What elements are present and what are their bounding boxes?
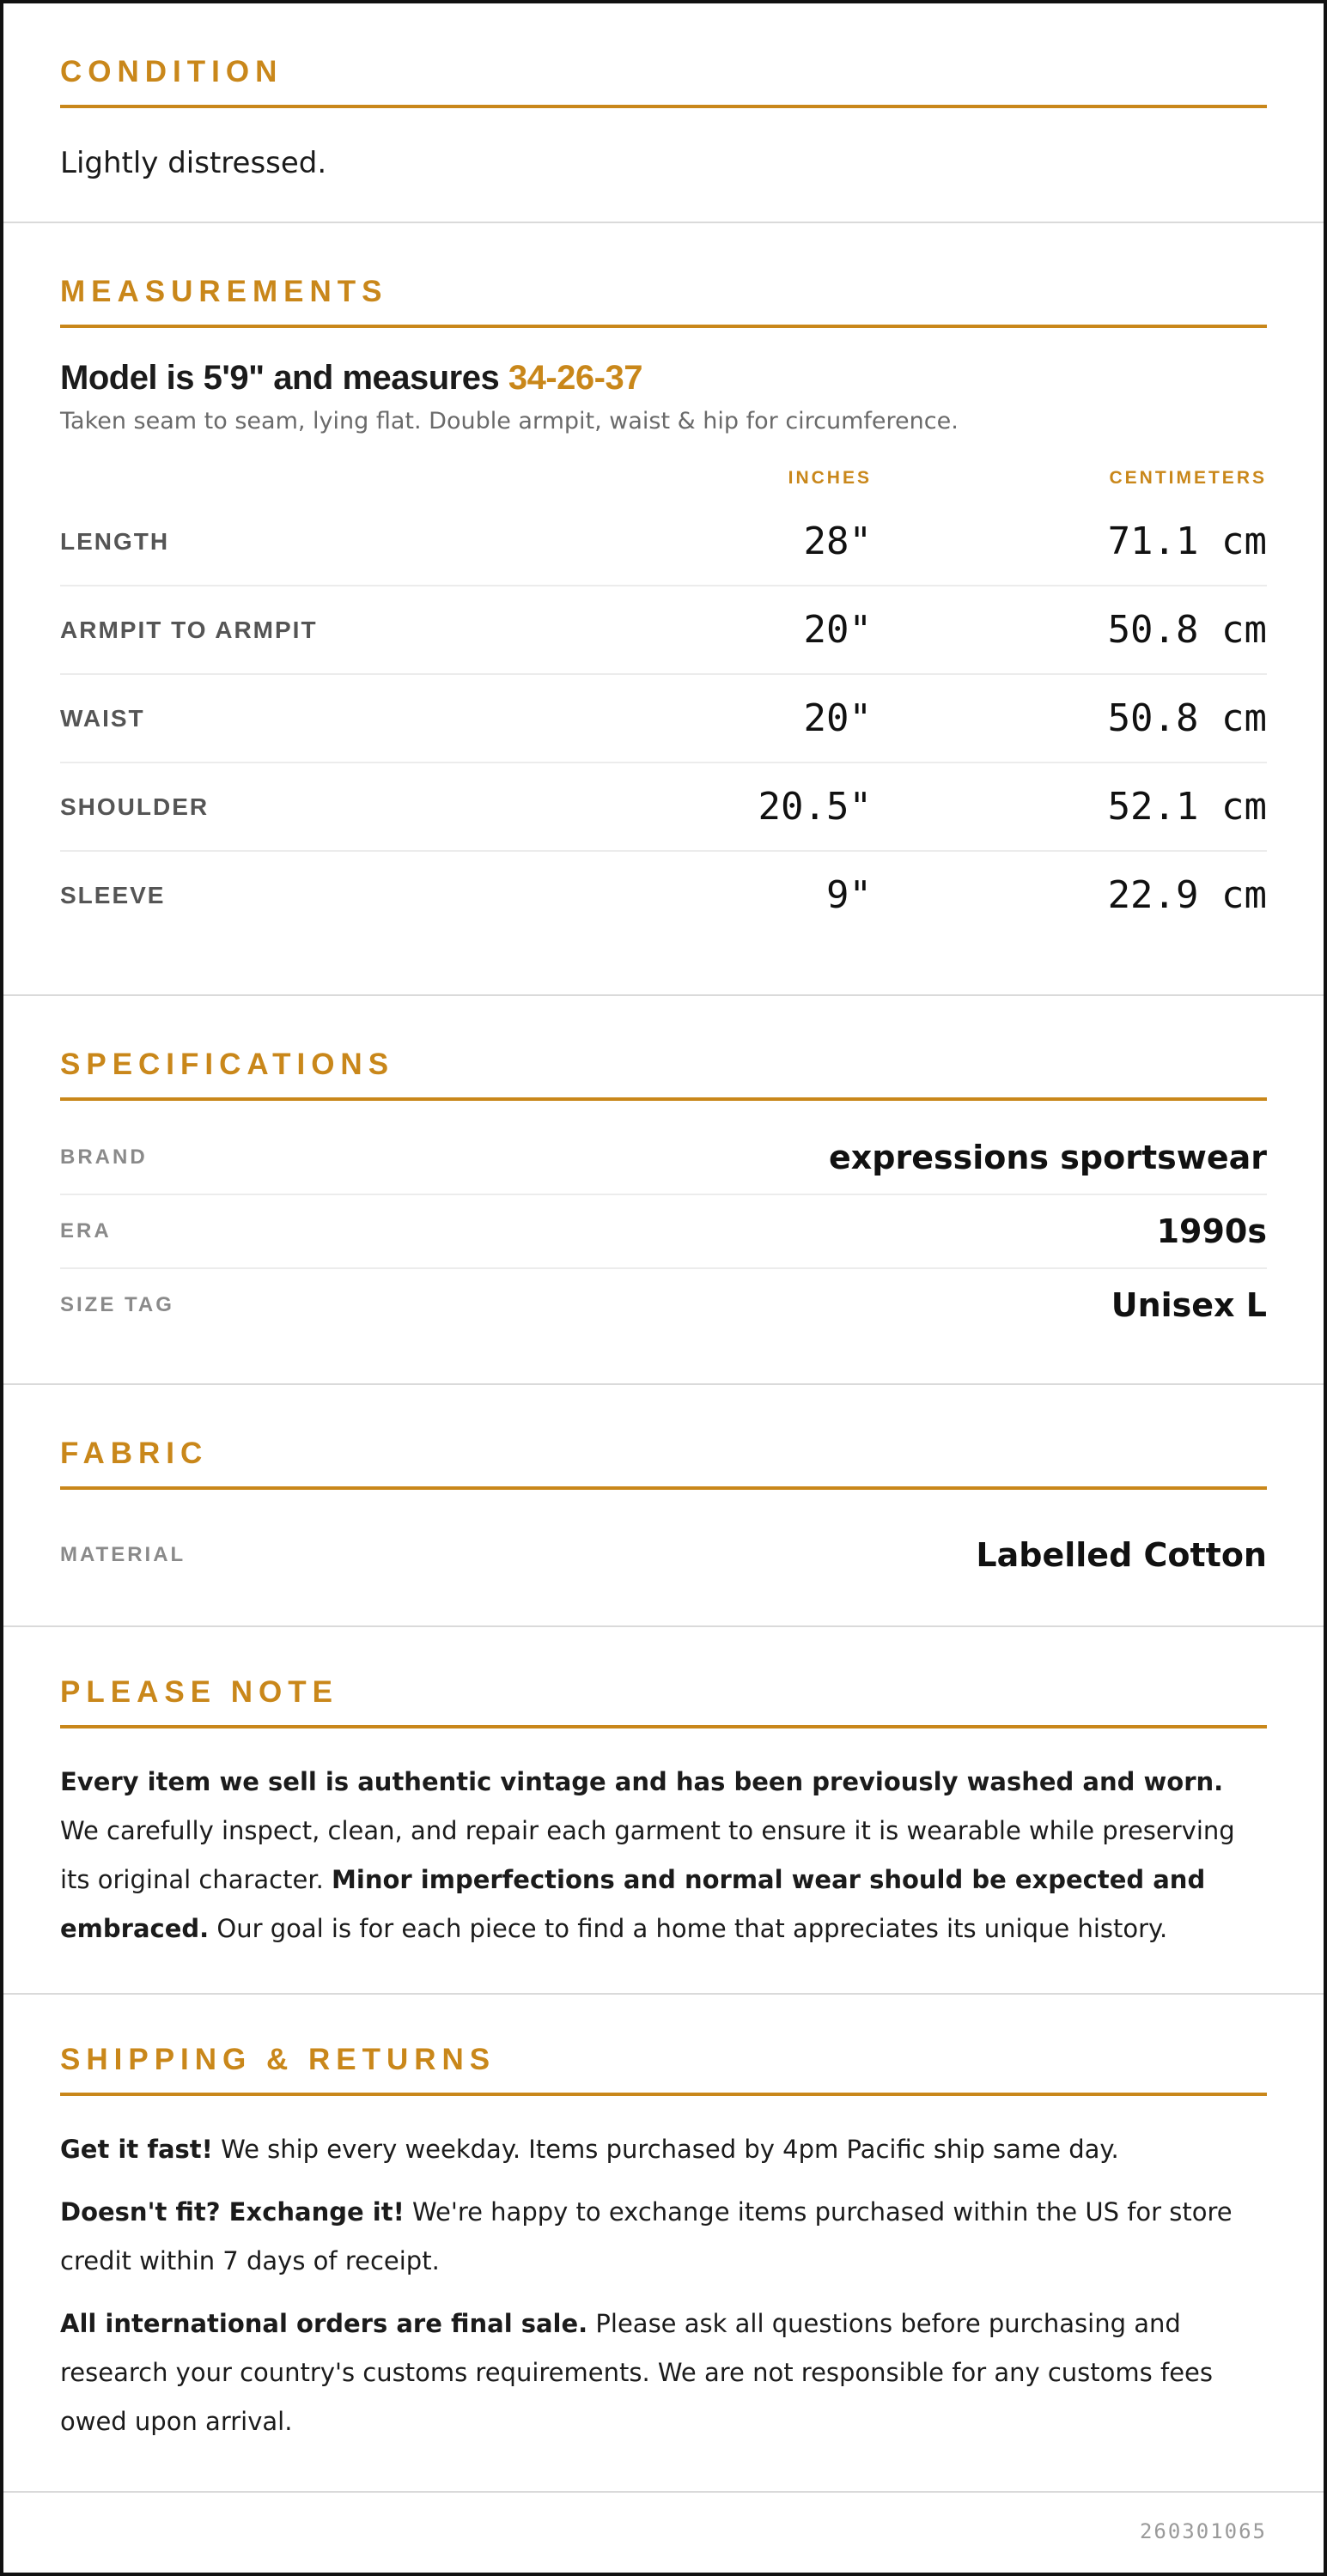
spec-row bbox=[60, 1195, 1267, 1269]
row-inches: 28" bbox=[803, 519, 872, 563]
table-row bbox=[60, 498, 1267, 586]
fabric-heading: FABRIC bbox=[60, 1437, 1267, 1490]
table-row bbox=[60, 586, 1267, 675]
model-measure: 34-26-37 bbox=[508, 359, 642, 397]
shipping-paragraph bbox=[60, 2188, 1267, 2286]
table-header bbox=[60, 459, 1267, 498]
footer bbox=[3, 2493, 1324, 2570]
note-text-2: Our goal is for each piece to find a home that appreciates its unique history. bbox=[209, 1914, 1168, 1943]
shipping-text: We ship every weekday. Items purchased by 4pm Pacific ship same day. bbox=[212, 2135, 1119, 2164]
sku-number: 260301065 bbox=[1139, 2519, 1267, 2543]
measurements-heading: MEASUREMENTS bbox=[60, 275, 1267, 328]
table-row bbox=[60, 852, 1267, 939]
note-bold-1: Every item we sell is authentic vintage and has been previously washed and worn. bbox=[60, 1767, 1224, 1796]
please-note-heading: PLEASE NOTE bbox=[60, 1675, 1267, 1728]
row-inches: 20" bbox=[803, 608, 872, 652]
fabric-section bbox=[3, 1385, 1324, 1627]
fabric-row bbox=[60, 1519, 1267, 1591]
table-row bbox=[60, 763, 1267, 852]
specifications-heading: SPECIFICATIONS bbox=[60, 1048, 1267, 1101]
row-inches: 20.5" bbox=[758, 785, 872, 829]
spec-key: BRAND bbox=[60, 1145, 148, 1169]
col-inches: INCHES bbox=[788, 468, 872, 488]
model-line bbox=[60, 359, 1267, 398]
measurements-subtitle: Taken seam to seam, lying flat. Double armpit, waist & hip for circumference. bbox=[60, 408, 959, 434]
row-label: WAIST bbox=[60, 704, 145, 732]
row-label: SLEEVE bbox=[60, 881, 166, 908]
note-text-1: We carefully inspect, clean, and repair each garment to ensure it is wearable while preserving its original character. bbox=[60, 1816, 1235, 1894]
row-cm: 50.8 cm bbox=[1107, 608, 1267, 652]
spec-value: expressions sportswear bbox=[829, 1139, 1267, 1176]
table-row bbox=[60, 675, 1267, 763]
row-inches: 9" bbox=[826, 873, 872, 917]
condition-heading: CONDITION bbox=[60, 55, 1267, 108]
measurements-section bbox=[3, 223, 1324, 996]
row-inches: 20" bbox=[803, 696, 872, 740]
shipping-section bbox=[3, 1995, 1324, 2493]
specifications-section bbox=[3, 996, 1324, 1385]
model-prefix: Model is 5'9" and measures bbox=[60, 359, 508, 397]
spec-value: Unisex L bbox=[1111, 1286, 1267, 1324]
row-label: SHOULDER bbox=[60, 793, 210, 820]
spec-row bbox=[60, 1121, 1267, 1195]
shipping-heading: SHIPPING & RETURNS bbox=[60, 2043, 1267, 2096]
spec-key: SIZE TAG bbox=[60, 1293, 174, 1316]
shipping-text: We're happy to exchange items purchased within the US for store credit within 7 days of receipt. bbox=[60, 2197, 1233, 2275]
shipping-bold: Get it fast! bbox=[60, 2135, 213, 2164]
please-note-text bbox=[60, 1758, 1267, 1953]
spec-row bbox=[60, 1269, 1267, 1341]
col-centimeters: CENTIMETERS bbox=[1109, 468, 1267, 488]
shipping-bold: All international orders are final sale. bbox=[60, 2309, 588, 2338]
row-cm: 71.1 cm bbox=[1107, 519, 1267, 563]
measurements-table bbox=[60, 459, 1267, 939]
shipping-paragraph bbox=[60, 2125, 1267, 2174]
shipping-text: Please ask all questions before purchasing and research your country's customs requirements. We are not responsible for any customs fees owed upon arrival. bbox=[60, 2309, 1213, 2436]
shipping-paragraph bbox=[60, 2300, 1267, 2446]
spec-key: ERA bbox=[60, 1219, 112, 1242]
row-label: LENGTH bbox=[60, 527, 170, 555]
spec-value: 1990s bbox=[1156, 1212, 1267, 1250]
row-cm: 52.1 cm bbox=[1107, 785, 1267, 829]
note-bold-2: Minor imperfections and normal wear should be expected and embraced. bbox=[60, 1865, 1206, 1943]
row-cm: 50.8 cm bbox=[1107, 696, 1267, 740]
row-label: ARMPIT TO ARMPIT bbox=[60, 616, 318, 643]
shipping-bold: Doesn't fit? Exchange it! bbox=[60, 2197, 405, 2227]
fabric-value: Labelled Cotton bbox=[976, 1536, 1267, 1574]
row-cm: 22.9 cm bbox=[1107, 873, 1267, 917]
condition-section bbox=[3, 3, 1324, 223]
condition-text: Lightly distressed. bbox=[60, 146, 327, 180]
please-note-section bbox=[3, 1627, 1324, 1995]
fabric-key: MATERIAL bbox=[60, 1543, 186, 1566]
